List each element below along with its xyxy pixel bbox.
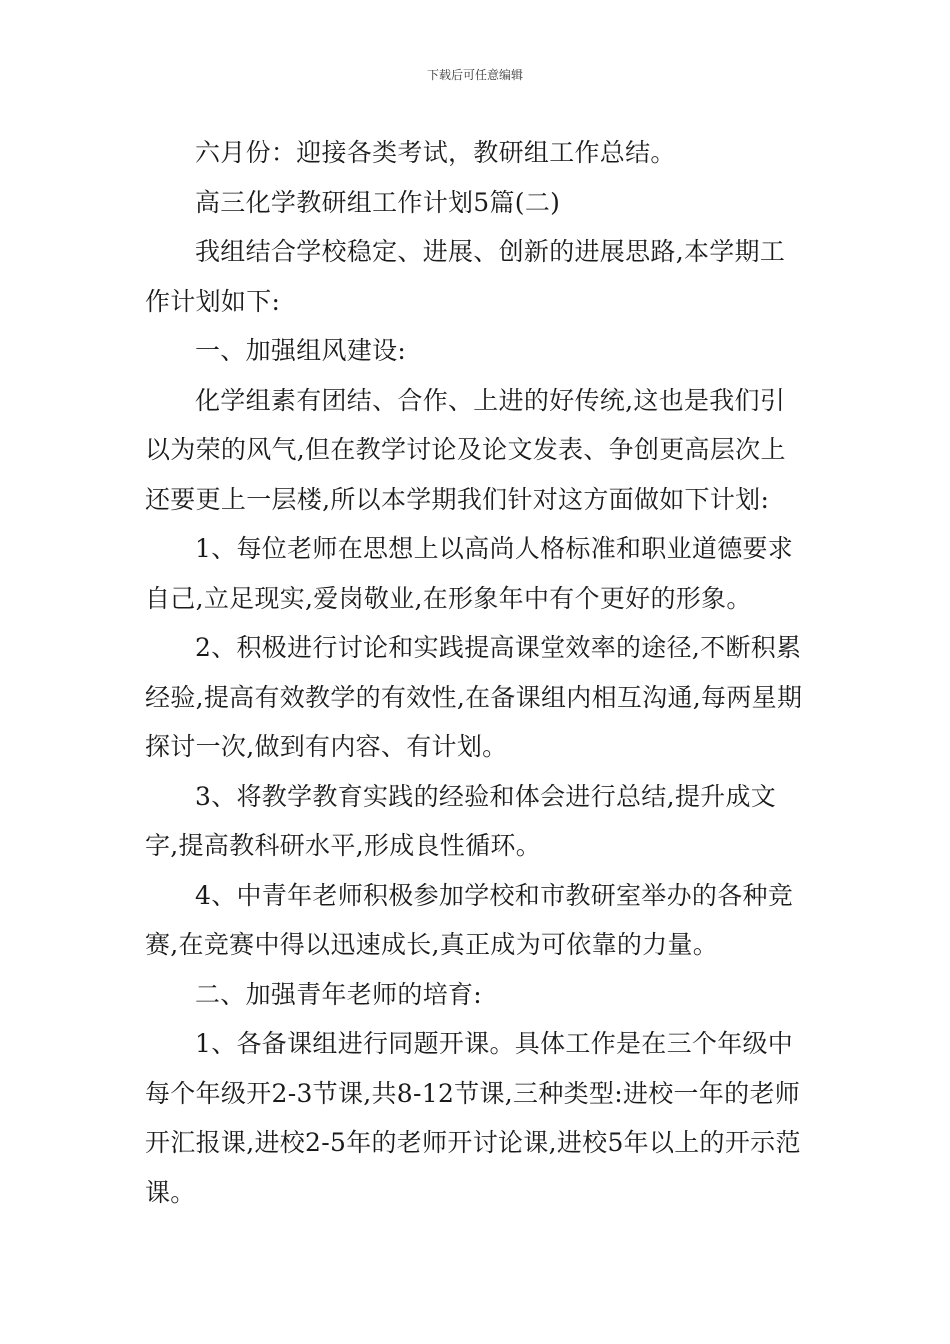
section-heading-2: 二、加强青年老师的培育: [195, 979, 483, 1009]
page-header-note: 下载后可任意编辑 [426, 68, 523, 82]
paragraph-title: 高三化学教研组工作计划5篇(二) [195, 187, 561, 217]
document-body [145, 128, 807, 1217]
list-item-1-3: 3、将教学教育实践的经验和体会进行总结,提升成文字,提高教科研水平,形成良性循环。 [145, 781, 777, 860]
list-item-1-4: 4、中青年老师积极参加学校和市教研室举办的各种竞赛,在竞赛中得以迅速成长,真正成为可依靠的力量。 [145, 880, 794, 959]
list-item-1-1: 1、每位老师在思想上以高尚人格标准和职业道德要求自己,立足现实,爱岗敬业,在形象年中有个更好的形象。 [145, 534, 794, 613]
paragraph-intro: 我组结合学校稳定、进展、创新的进展思路,本学期工作计划如下: [145, 237, 786, 316]
list-item-2-1: 1、各备课组进行同题开课。具体工作是在三个年级中每个年级开2-3节课,共8-12节课,三种类型:进校一年的老师开汇报课,进校2-5年的老师开讨论课,进校5年以上的开示范课。 [145, 1029, 801, 1207]
paragraph-june: 六月份：迎接各类考试，教研组工作总结。 [195, 138, 676, 167]
paragraph-section-1-intro: 化学组素有团结、合作、上进的好传统,这也是我们引以为荣的风气,但在教学讨论及论文发表、争创更高层次上还要更上一层楼,所以本学期我们针对这方面做如下计划: [145, 385, 786, 514]
section-heading-1: 一、加强组风建设: [195, 336, 407, 365]
list-item-1-2: 2、积极进行讨论和实践提高课堂效率的途径,不断积累经验,提高有效教学的有效性,在备课组内相互沟通,每两星期探讨一次,做到有内容、有计划。 [145, 633, 803, 761]
